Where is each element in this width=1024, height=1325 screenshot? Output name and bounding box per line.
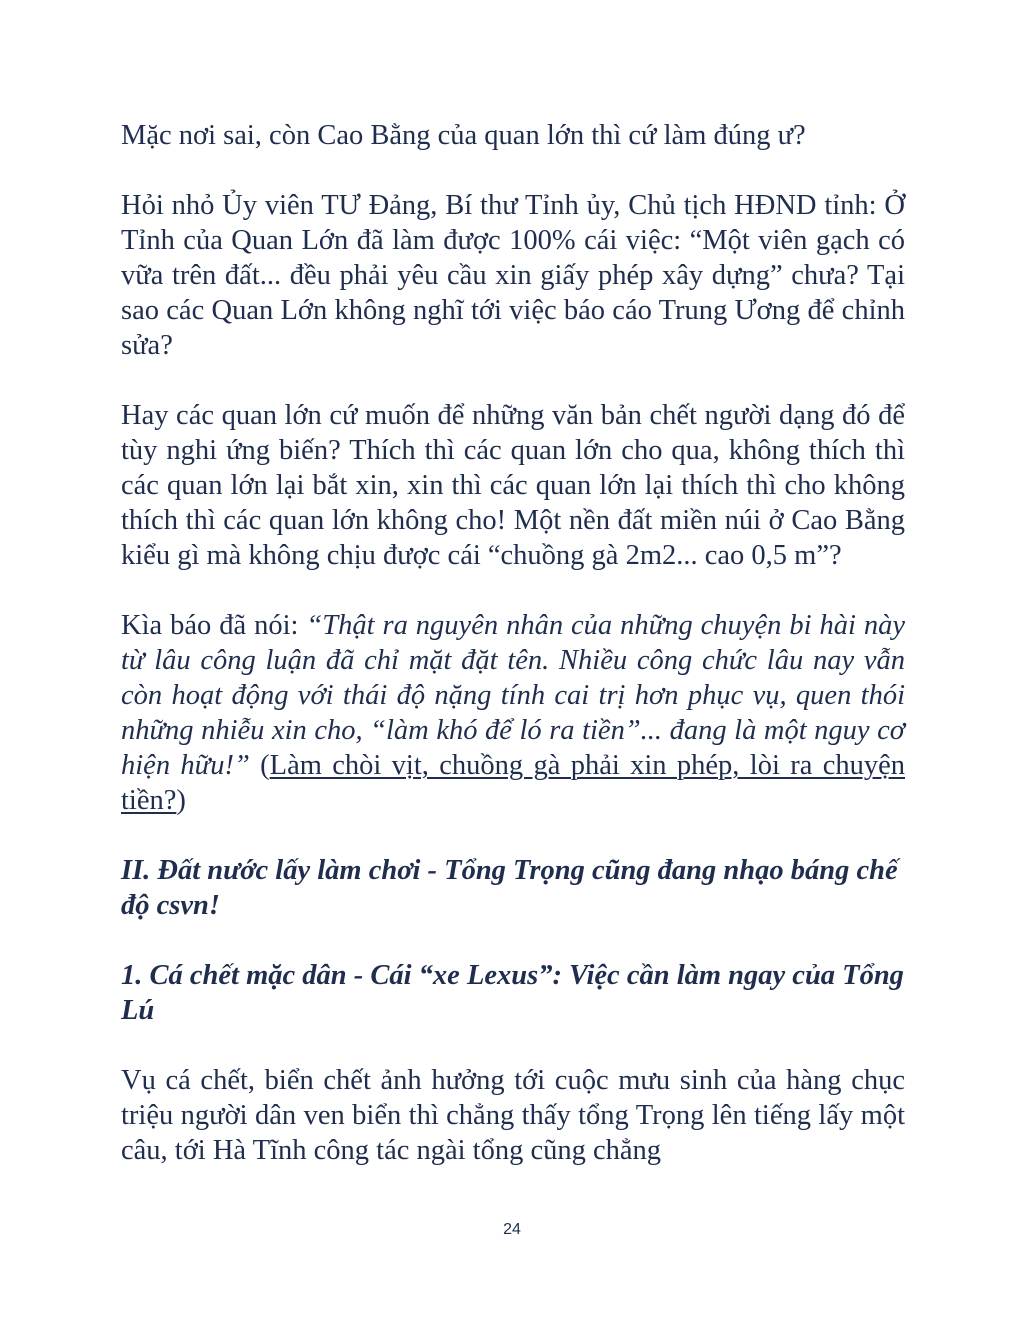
paragraph-4-open-paren: ( (249, 750, 270, 781)
paragraph-4 (121, 608, 905, 818)
document-body (121, 118, 905, 1203)
paragraph-2: Hỏi nhỏ Ủy viên TƯ Đảng, Bí thư Tỉnh ủy, Chủ tịch HĐND tỉnh: Ở Tỉnh của Quan Lớn đã làm được 100% cái việc: “Một viên gạch có vữa trên đất... đều phải yêu cầu xin giấy phép xây dựng” chưa? Tại sao các Quan Lớn không nghĩ tới việc báo cáo Trung Ương để chỉnh sửa? (121, 190, 905, 361)
subsection-heading-1: 1. Cá chết mặc dân - Cái “xe Lexus”: Việc cần làm ngay của Tổng Lú (121, 960, 904, 1026)
paragraph-1: Mặc nơi sai, còn Cao Bằng của quan lớn thì cứ làm đúng ư? (121, 120, 806, 151)
paragraph-3: Hay các quan lớn cứ muốn để những văn bản chết người dạng đó để tùy nghi ứng biến? Thích thì các quan lớn cho qua, không thích thì các quan lớn lại bắt xin, xin thì các quan lớn lại thích thì cho không thích thì các quan lớn không cho! Một nền đất miền núi ở Cao Bằng kiểu gì mà không chịu được cái “chuồng gà 2m2... cao 0,5 m”? (121, 400, 905, 571)
paragraph-4-intro: Kìa báo đã nói: (121, 610, 307, 641)
paragraph-4-close-paren: ) (176, 785, 186, 816)
article-link[interactable]: Làm chòi vịt, chuồng gà phải xin phép, lòi ra chuyện tiền? (121, 750, 906, 816)
paragraph-5: Vụ cá chết, biển chết ảnh hưởng tới cuộc mưu sinh của hàng chục triệu người dân ven biển thì chẳng thấy tổng Trọng lên tiếng lấy một câu, tới Hà Tĩnh công tác ngài tổng cũng chẳng (121, 1065, 905, 1166)
press-quote: “Thật ra nguyên nhân của những chuyện bi hài này từ lâu công luận đã chỉ mặt đặt tên. Nhiều công chức lâu nay vẫn còn hoạt động với thái độ nặng tính cai trị hơn phục vụ, quen thói những nhiễu xin cho, “làm khó để ló ra tiền”... đang là một nguy cơ hiện hữu!” (121, 610, 905, 781)
section-heading-ii: II. Đất nước lấy làm chơi - Tổng Trọng cũng đang nhạo báng chế độ csvn! (121, 855, 898, 921)
page-number: 24 (503, 1221, 521, 1238)
